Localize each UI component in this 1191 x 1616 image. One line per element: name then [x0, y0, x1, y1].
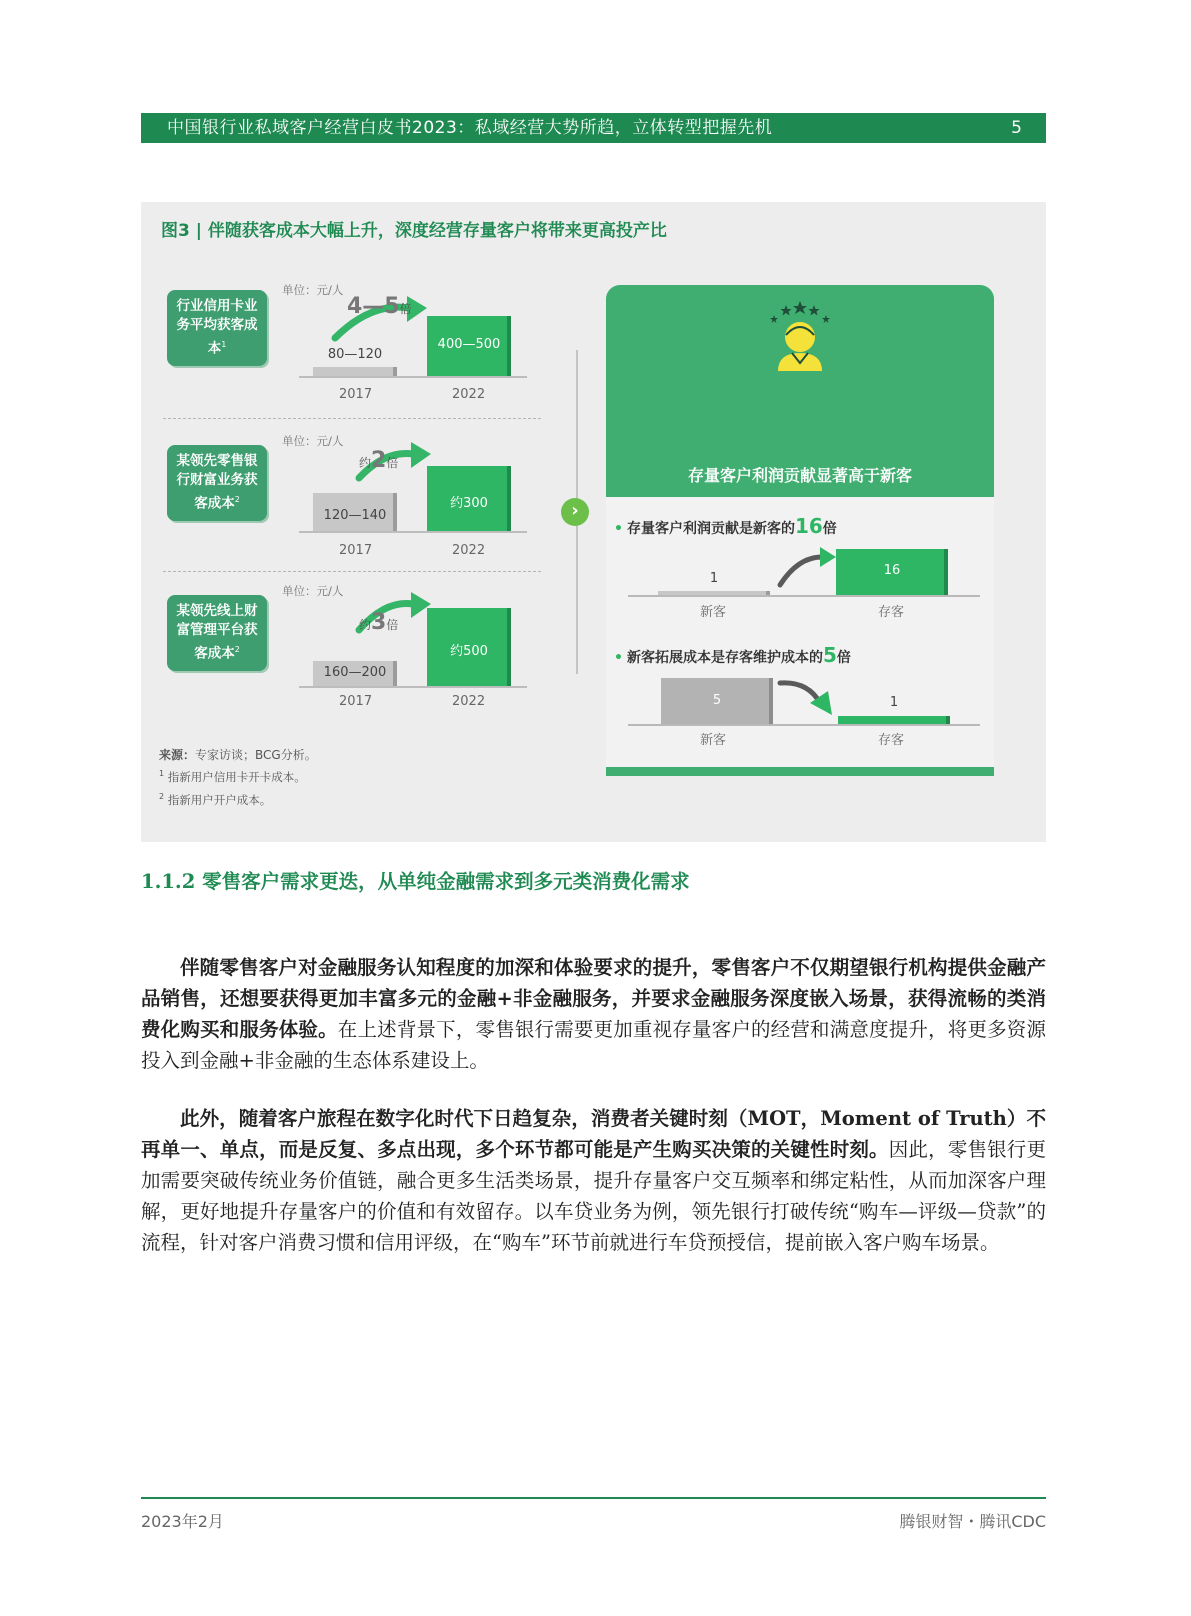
- stat-2-suffix: 倍: [836, 650, 851, 666]
- panel-3-bar-2017-value: 160—200: [323, 665, 387, 680]
- paragraph-1-bold: 伴随零售客户对金融服务认知程度的加深和体验要求的提升，零售客户不仅期望银行机构提供金融产品销售，还想要获得更加丰富多元的金融+非金融服务，并要求金融服务深度嵌入场景，获得流畅的类消费化购买和服务体验。: [141, 956, 1046, 1041]
- panel-3-multiplier: [359, 610, 398, 635]
- stat-1-arrow: [776, 543, 838, 589]
- customer-star-icon: [764, 299, 836, 373]
- panel-3-year-2017: 2017: [339, 694, 373, 709]
- panel-3-label: [167, 595, 267, 671]
- stat-2-bar-old: [838, 716, 950, 724]
- panel-1-footnote-mark: 1: [221, 340, 227, 350]
- stat-2-old-label: 存客: [878, 733, 905, 748]
- panel-3-footnote-mark: 2: [234, 645, 240, 655]
- panel-3-multiplier-suffix: 倍: [386, 618, 399, 632]
- panel-2-bar-2017-value: 120—140: [323, 508, 387, 523]
- panel-2-axis: [299, 531, 527, 533]
- panel-2-label-text: 某领先零售银行财富业务获客成本: [176, 453, 258, 512]
- stat-2-line: • 新客拓展成本是存客维护成本的5倍: [614, 643, 851, 667]
- panel-1-axis: [299, 376, 527, 378]
- stat-1-old-value: 16: [883, 563, 901, 578]
- footer-date: 2023年2月: [141, 1512, 224, 1531]
- panel-3-label-text: 某领先线上财富管理平台获客成本: [176, 603, 258, 662]
- paragraph-1-text: 在上述背景下，零售银行需要更加重视存量客户的经营和满意度提升，将更多资源投入到金融+非金融的生态体系建设上。: [141, 1018, 1046, 1072]
- panel-1-bar-2017: [313, 367, 397, 376]
- footer-publisher: 腾银财智・腾讯CDC: [899, 1512, 1046, 1531]
- stat-1-highlight: 16: [794, 514, 823, 538]
- figure-note-1-mark: 1: [159, 769, 165, 779]
- figure-note-1: [159, 769, 306, 785]
- stat-2-arrow: [778, 673, 838, 719]
- paragraph-2: [141, 1103, 1046, 1258]
- panel-1-label-text: 行业信用卡业务平均获客成本: [176, 298, 258, 357]
- figure-source-text: 专家访谈；BCG分析。: [195, 748, 317, 762]
- page-number: 5: [1011, 118, 1022, 138]
- stat-2-text: 新客拓展成本是存客维护成本的: [626, 650, 823, 666]
- stat-2-axis: [628, 724, 980, 726]
- stat-1-text: 存量客户利润贡献是新客的: [626, 521, 795, 537]
- panel-1-multiplier-value: 4—5: [347, 294, 400, 319]
- panel-1-multiplier-suffix: 倍: [399, 302, 412, 316]
- panel-3-unit: 单位：元/人: [282, 584, 344, 598]
- stat-2-new-value: 5: [712, 693, 722, 708]
- chevron-right-icon: ›: [561, 498, 589, 526]
- paragraph-2-bold: 此外，随着客户旅程在数字化时代下日趋复杂，消费者关键时刻（MOT，Moment of Truth）不再单一、单点，而是反复、多点出现，多个环节都可能是产生购买决策的关键性时刻。: [141, 1107, 1046, 1161]
- panel-3-bar-2022-value: 约500: [450, 644, 488, 659]
- figure-note-2-text: 指新用户开户成本。: [167, 793, 272, 807]
- panel-2-footnote-mark: 2: [234, 495, 240, 505]
- figure-note-1-text: 指新用户信用卡开卡成本。: [167, 770, 306, 784]
- panel-1-multiplier: [347, 294, 412, 319]
- document-title: 中国银行业私域客户经营白皮书2023：私域经营大势所趋，立体转型把握先机: [167, 118, 773, 138]
- figure-note-2: [159, 792, 271, 808]
- figure-title: 图3 | 伴随获客成本大幅上升，深度经营存量客户将带来更高投产比: [161, 221, 667, 241]
- panel-2-multiplier: [359, 448, 398, 473]
- figure-source-label: 来源：: [159, 748, 196, 762]
- retention-card-footer: [606, 767, 994, 776]
- panel-1-year-2022: 2022: [452, 387, 486, 402]
- panel-3-multiplier-value: 3: [371, 610, 387, 635]
- figure-source: [159, 746, 317, 763]
- section-heading: 1.1.2 零售客户需求更迭，从单纯金融需求到多元类消费化需求: [141, 870, 690, 893]
- panel-1-bar-2022-value: 400—500: [437, 337, 501, 352]
- paragraph-2-text: 因此，零售银行更加需要突破传统业务价值链，融合更多生活类场景，提升存量客户交互频率和绑定粘性，从而加深客户理解，更好地提升存量客户的价值和有效留存。以车贷业务为例，领先银行打破传统“购车—评级—贷款”的流程，针对客户消费习惯和信用评级，在“购车”环节前就进行车贷预授信，提前嵌入客户购车场景。: [141, 1138, 1046, 1254]
- panel-3-axis: [299, 686, 527, 688]
- panel-2-multiplier-prefix: 约: [359, 456, 372, 470]
- panel-divider-1: [163, 418, 541, 419]
- panel-2-year-2017: 2017: [339, 543, 373, 558]
- retention-card: [606, 285, 994, 748]
- panel-1-label: [167, 290, 267, 366]
- stat-1-new-label: 新客: [700, 605, 727, 620]
- stat-1-new-value: 1: [709, 571, 719, 586]
- stat-1-suffix: 倍: [822, 521, 837, 537]
- retention-card-body: [606, 497, 994, 767]
- figure-note-2-mark: 2: [159, 792, 165, 802]
- panel-divider-2: [163, 571, 541, 572]
- footer-divider: [141, 1497, 1046, 1499]
- panel-3-year-2022: 2022: [452, 694, 486, 709]
- panel-3-multiplier-prefix: 约: [359, 618, 372, 632]
- panel-2-unit: 单位：元/人: [282, 434, 344, 448]
- header-bar: [141, 113, 1046, 143]
- retention-card-heading: 存量客户利润贡献显著高于新客: [687, 466, 912, 485]
- stat-2-new-label: 新客: [700, 733, 727, 748]
- stat-2-old-value: 1: [889, 695, 899, 710]
- stat-1-old-label: 存客: [878, 605, 905, 620]
- panel-2-multiplier-value: 2: [371, 448, 387, 473]
- panel-1-unit: 单位：元/人: [282, 283, 344, 297]
- stat-1-line: • 存量客户利润贡献是新客的16倍: [614, 514, 837, 538]
- figure-panel: [141, 202, 1046, 842]
- panel-2-year-2022: 2022: [452, 543, 486, 558]
- paragraph-1: [141, 952, 1046, 1076]
- panel-2-multiplier-suffix: 倍: [386, 456, 399, 470]
- stat-1-axis: [628, 595, 980, 597]
- panel-2-bar-2022-value: 约300: [450, 496, 488, 511]
- stat-2-highlight: 5: [822, 643, 837, 667]
- panel-1-year-2017: 2017: [339, 387, 373, 402]
- panel-1-bar-2017-value: 80—120: [327, 347, 383, 362]
- panel-2-label: [167, 445, 267, 521]
